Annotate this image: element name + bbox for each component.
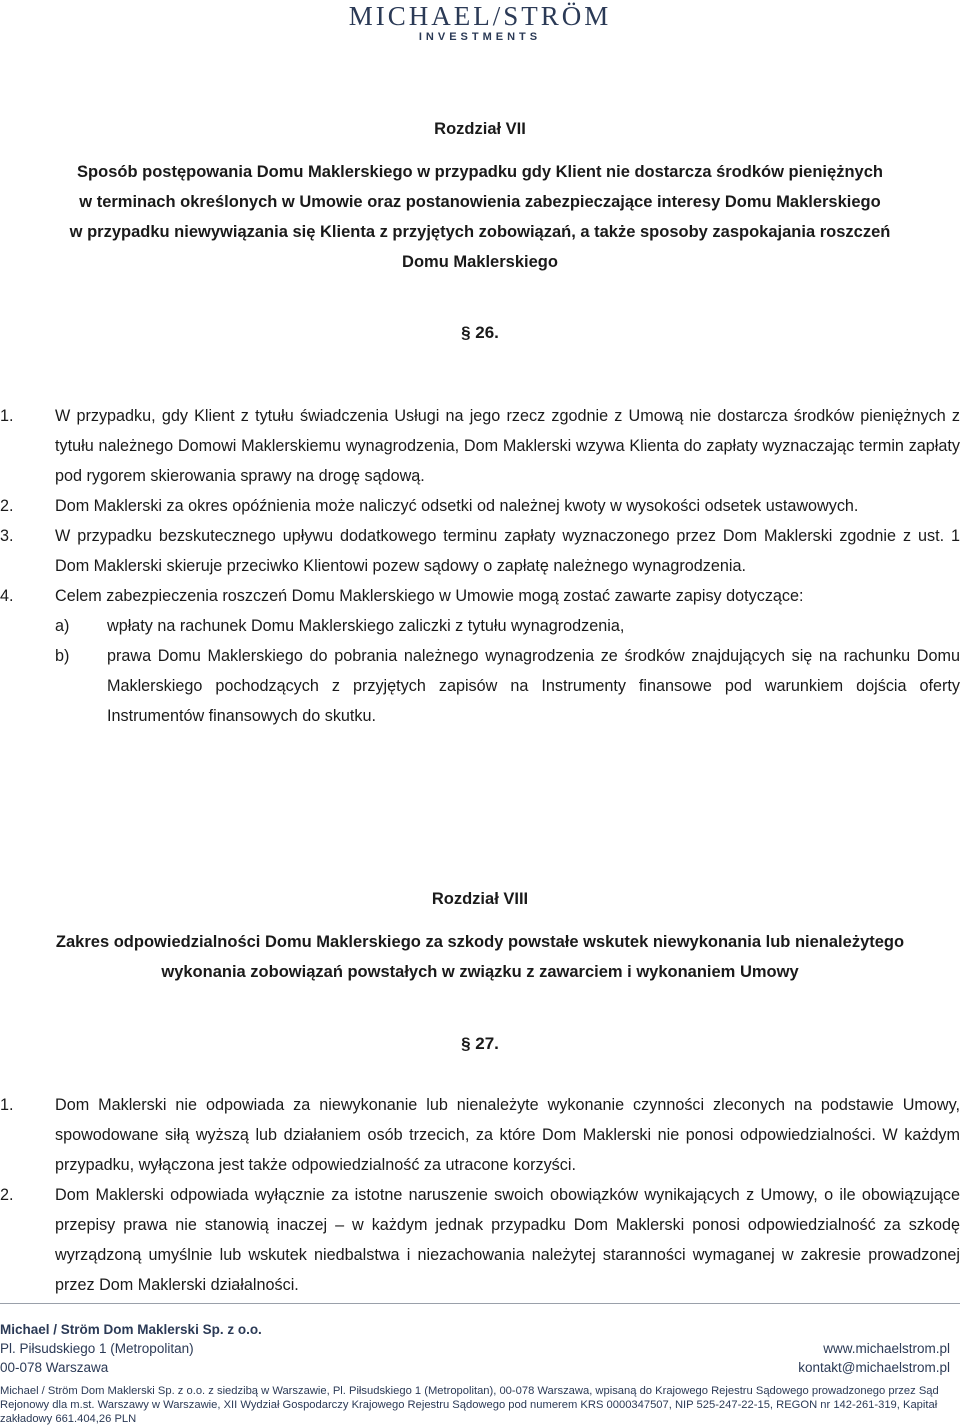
item-number: 4. (0, 587, 14, 605)
item-number: 3. (0, 527, 14, 545)
paragraph-27-list (0, 1090, 960, 1300)
list-item (0, 581, 960, 611)
footer-legal-text: Michael / Ström Dom Maklerski Sp. z o.o. z siedzibą w Warszawie, Pl. Piłsudskiego 1 (Metropolitan), 00-078 Warszawa, wpisaną do Krajowego Rejestru Sądowego prowadzonego przez Sąd Rejonowy dla m.st. Warszawy w Warszawie, XII Wydział Gospodarczy Krajowego Rejestru Sądowego pod numerem KRS 0000347507, NIP 525-247-22-15, REGON nr 142-261-319, Kapitał zakładowy 661.404,26 PLN (0, 1385, 939, 1425)
item-text: W przypadku, gdy Klient z tytułu świadczenia Usługi na jego rzecz zgodnie z Umową nie dostarcza środków pieniężnych z tytułu należnego Domowi Maklerskiemu wynagrodzenia, Dom Maklerski wzywa Klienta do zapłaty wyznaczając termin zapłaty pod rygorem skierowania sprawy na drogę sądową. (55, 407, 960, 485)
sub-item-letter: a) (55, 617, 70, 635)
chapter-7-title-line: Sposób postępowania Domu Maklerskiego w przypadku gdy Klient nie dostarcza środków pieniężnych (77, 163, 883, 181)
footer-address-block (0, 1320, 262, 1377)
chapter-7-title-line: w terminach określonych w Umowie oraz postanowienia zabezpieczające interesy Domu Maklerskiego (79, 193, 881, 211)
sub-list-item (0, 611, 960, 641)
footer-contact-block (798, 1339, 950, 1377)
chapter-7-heading: Rozdział VII (434, 120, 526, 138)
chapter-8-title-line: Zakres odpowiedzialności Domu Maklerskiego za szkody powstałe wskutek niewykonania lub nienależytego (55, 933, 905, 951)
logo-name: MICHAEL/STRÖM (348, 1, 612, 31)
paragraph-26-list (0, 401, 960, 731)
chapter-7-title-line: Domu Maklerskiego (402, 253, 558, 271)
paragraph-26-heading: § 26. (461, 323, 499, 342)
sub-item-text: wpłaty na rachunek Domu Maklerskiego zaliczki z tytułu wynagrodzenia, (107, 617, 625, 635)
item-number: 2. (0, 1186, 14, 1204)
footer-address-line: 00-078 Warszawa (0, 1360, 109, 1375)
list-item (0, 401, 960, 491)
footer-company: Michael / Ström Dom Maklerski Sp. z o.o. (0, 1322, 262, 1337)
item-text: Dom Maklerski odpowiada wyłącznie za istotne naruszenie swoich obowiązków wynikających z Umowy, o ile obowiązujące przepisy prawa nie stanowią inaczej – w każdym jednak przypadku Dom Maklerski ponosi odpowiedzialność za szkodę wyrządzoną umyślnie lub wskutek niedbalstwa i niezachowania należytej staranności wymaganej w zakresie prowadzonej przez Dom Maklerski działalności. (55, 1186, 960, 1294)
item-text: Celem zabezpieczenia roszczeń Domu Maklerskiego w Umowie mogą zostać zawarte zapisy dotyczące: (55, 587, 804, 605)
chapter-8-title-line: wykonania zobowiązań powstałych w związku z zawarciem i wykonaniem Umowy (161, 963, 799, 981)
chapter-7-title-line: w przypadku niewywiązania się Klienta z przyjętych zobowiązań, a także sposoby zaspokajania roszczeń (69, 223, 891, 241)
list-item (0, 1180, 960, 1300)
sub-item-letter: b) (55, 647, 70, 665)
logo-sub: INVESTMENTS (418, 31, 542, 43)
list-item (0, 1090, 960, 1180)
sub-item-text: prawa Domu Maklerskiego do pobrania należnego wynagrodzenia ze środków znajdujących się na rachunku Domu Maklerskiego pochodzących z przyjętych zapisów na Instrumenty finansowe pod warunkiem dojścia oferty Instrumentów finansowych do skutku. (107, 647, 960, 725)
item-text: Dom Maklerski za okres opóźnienia może naliczyć odsetki od należnej kwoty w wysokości odsetek ustawowych. (55, 497, 859, 515)
logo (0, 0, 960, 43)
chapter-8-heading: Rozdział VIII (431, 890, 529, 908)
footer-address-line: Pl. Piłsudskiego 1 (Metropolitan) (0, 1341, 194, 1356)
footer-divider (0, 1303, 960, 1304)
chapter-8-title (0, 927, 960, 987)
item-text: W przypadku bezskutecznego upływu dodatkowego terminu zapłaty wyznaczonego przez Dom Maklerski zgodnie z ust. 1 Dom Maklerski skieruje przeciwko Klientowi pozew sądowy o zapłatę należnego wynagrodzenia. (55, 527, 960, 575)
sub-list-item (0, 641, 960, 731)
item-number: 1. (0, 1096, 14, 1114)
footer-website-link[interactable]: www.michaelstrom.pl (823, 1341, 950, 1356)
footer-email-link[interactable]: kontakt@michaelstrom.pl (798, 1360, 950, 1375)
item-number: 1. (0, 407, 14, 425)
list-item (0, 521, 960, 581)
paragraph-27-heading: § 27. (461, 1034, 499, 1053)
item-number: 2. (0, 497, 14, 515)
list-item (0, 491, 960, 521)
chapter-7-title (0, 157, 960, 277)
item-text: Dom Maklerski nie odpowiada za niewykonanie lub nienależyte wykonanie czynności zleconych na podstawie Umowy, spowodowane siłą wyższą lub działaniem osób trzecich, za które Dom Maklerski nie ponosi odpowiedzialności. W każdym przypadku, wyłączona jest także odpowiedzialność za utracone korzyści. (55, 1096, 960, 1174)
